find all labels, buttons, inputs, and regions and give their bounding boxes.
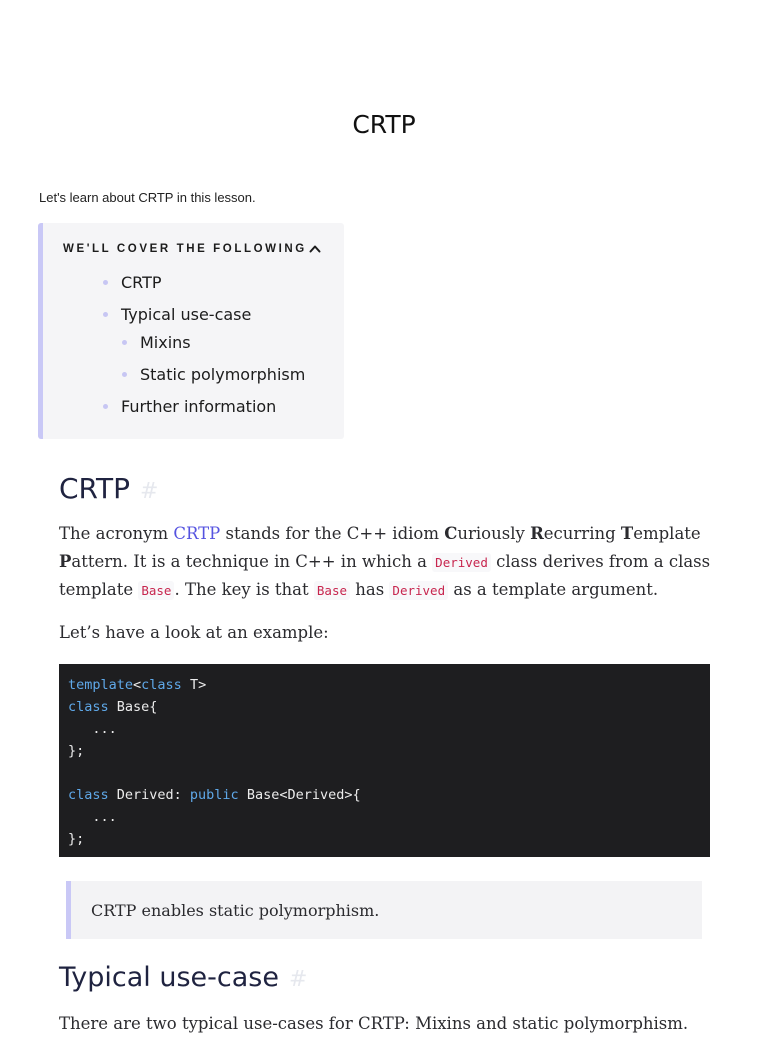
bullet-dot-icon <box>103 280 108 285</box>
bold-initial: P <box>59 551 72 571</box>
text: as a template argument. <box>448 580 659 599</box>
code-text: ... <box>68 809 117 825</box>
toc-header-label: WE'LL COVER THE FOLLOWING <box>63 243 307 255</box>
text: emplate <box>633 524 701 543</box>
bold-initial: T <box>620 524 634 543</box>
anchor-link[interactable]: # <box>139 479 159 504</box>
use-case-description: There are two typical use-cases for CRTP: Mixins and static polymorphism. <box>59 1014 689 1033</box>
code-keyword: template <box>68 677 134 693</box>
toc-item-further-information[interactable] <box>103 397 276 416</box>
toc-item-typical-use-case[interactable] <box>103 305 251 324</box>
text: . The key is that <box>174 580 314 599</box>
bullet-dot-icon <box>103 404 108 409</box>
text: has <box>350 580 390 599</box>
code-keyword: public <box>189 787 239 803</box>
toc-item-static-polymorphism[interactable] <box>122 365 305 384</box>
text: uriously <box>457 524 531 543</box>
bullet-dot-icon <box>103 312 108 317</box>
inline-code: Base <box>138 581 174 600</box>
inline-code: Base <box>314 581 350 600</box>
code-text: ... <box>68 721 117 737</box>
toc-item-label: Mixins <box>140 333 191 352</box>
bullet-dot-icon <box>122 372 127 377</box>
crtp-link[interactable]: CRTP <box>173 524 221 543</box>
text: ecurring <box>543 524 621 543</box>
section-heading-typical-use-case <box>59 962 307 993</box>
inline-code: Derived <box>389 581 448 600</box>
callout-text: CRTP enables static polymorphism. <box>91 900 380 920</box>
toc-toggle[interactable] <box>63 243 321 255</box>
toc-item-label: Further information <box>121 397 277 416</box>
toc-item-label: Static polymorphism <box>140 365 306 384</box>
text: attern. It is a technique in C++ in which a <box>71 551 433 571</box>
page-title: CRTP <box>352 110 416 139</box>
toc-item-label: Typical use-case <box>121 305 252 324</box>
code-text: Base<Derived>{ <box>238 787 361 803</box>
bold-initial: C <box>444 524 458 543</box>
code-block[interactable] <box>59 664 710 857</box>
code-keyword: class <box>68 699 109 715</box>
inline-code: Derived <box>432 553 491 572</box>
section-heading-text: CRTP <box>59 472 130 505</box>
bold-initial: R <box>530 524 544 543</box>
table-of-contents <box>38 223 344 439</box>
example-intro: Let’s have a look at an example: <box>59 623 329 642</box>
text: stands for the C++ idiom <box>220 524 445 543</box>
toc-item-label: CRTP <box>121 273 162 292</box>
toc-item-mixins[interactable] <box>122 333 191 352</box>
code-text: < <box>133 677 142 693</box>
code-keyword: class <box>141 677 182 693</box>
code-text: Derived: <box>108 787 190 803</box>
toc-item-crtp[interactable] <box>103 273 162 292</box>
crtp-description <box>59 520 719 605</box>
text: class derives from a class template <box>59 551 711 599</box>
lesson-intro: Let's learn about CRTP in this lesson. <box>39 190 256 205</box>
code-text: T> <box>181 677 207 693</box>
code-text: }; <box>68 831 85 847</box>
section-heading-text: Typical use-case <box>59 962 279 993</box>
bullet-dot-icon <box>122 340 127 345</box>
text: The acronym <box>59 524 174 543</box>
code-text: }; <box>68 743 85 759</box>
code-text: Base{ <box>108 699 158 715</box>
anchor-link[interactable]: # <box>288 967 308 992</box>
info-callout <box>66 881 702 939</box>
code-keyword: class <box>68 787 109 803</box>
chevron-up-icon <box>309 243 321 255</box>
section-heading-crtp <box>59 472 158 505</box>
